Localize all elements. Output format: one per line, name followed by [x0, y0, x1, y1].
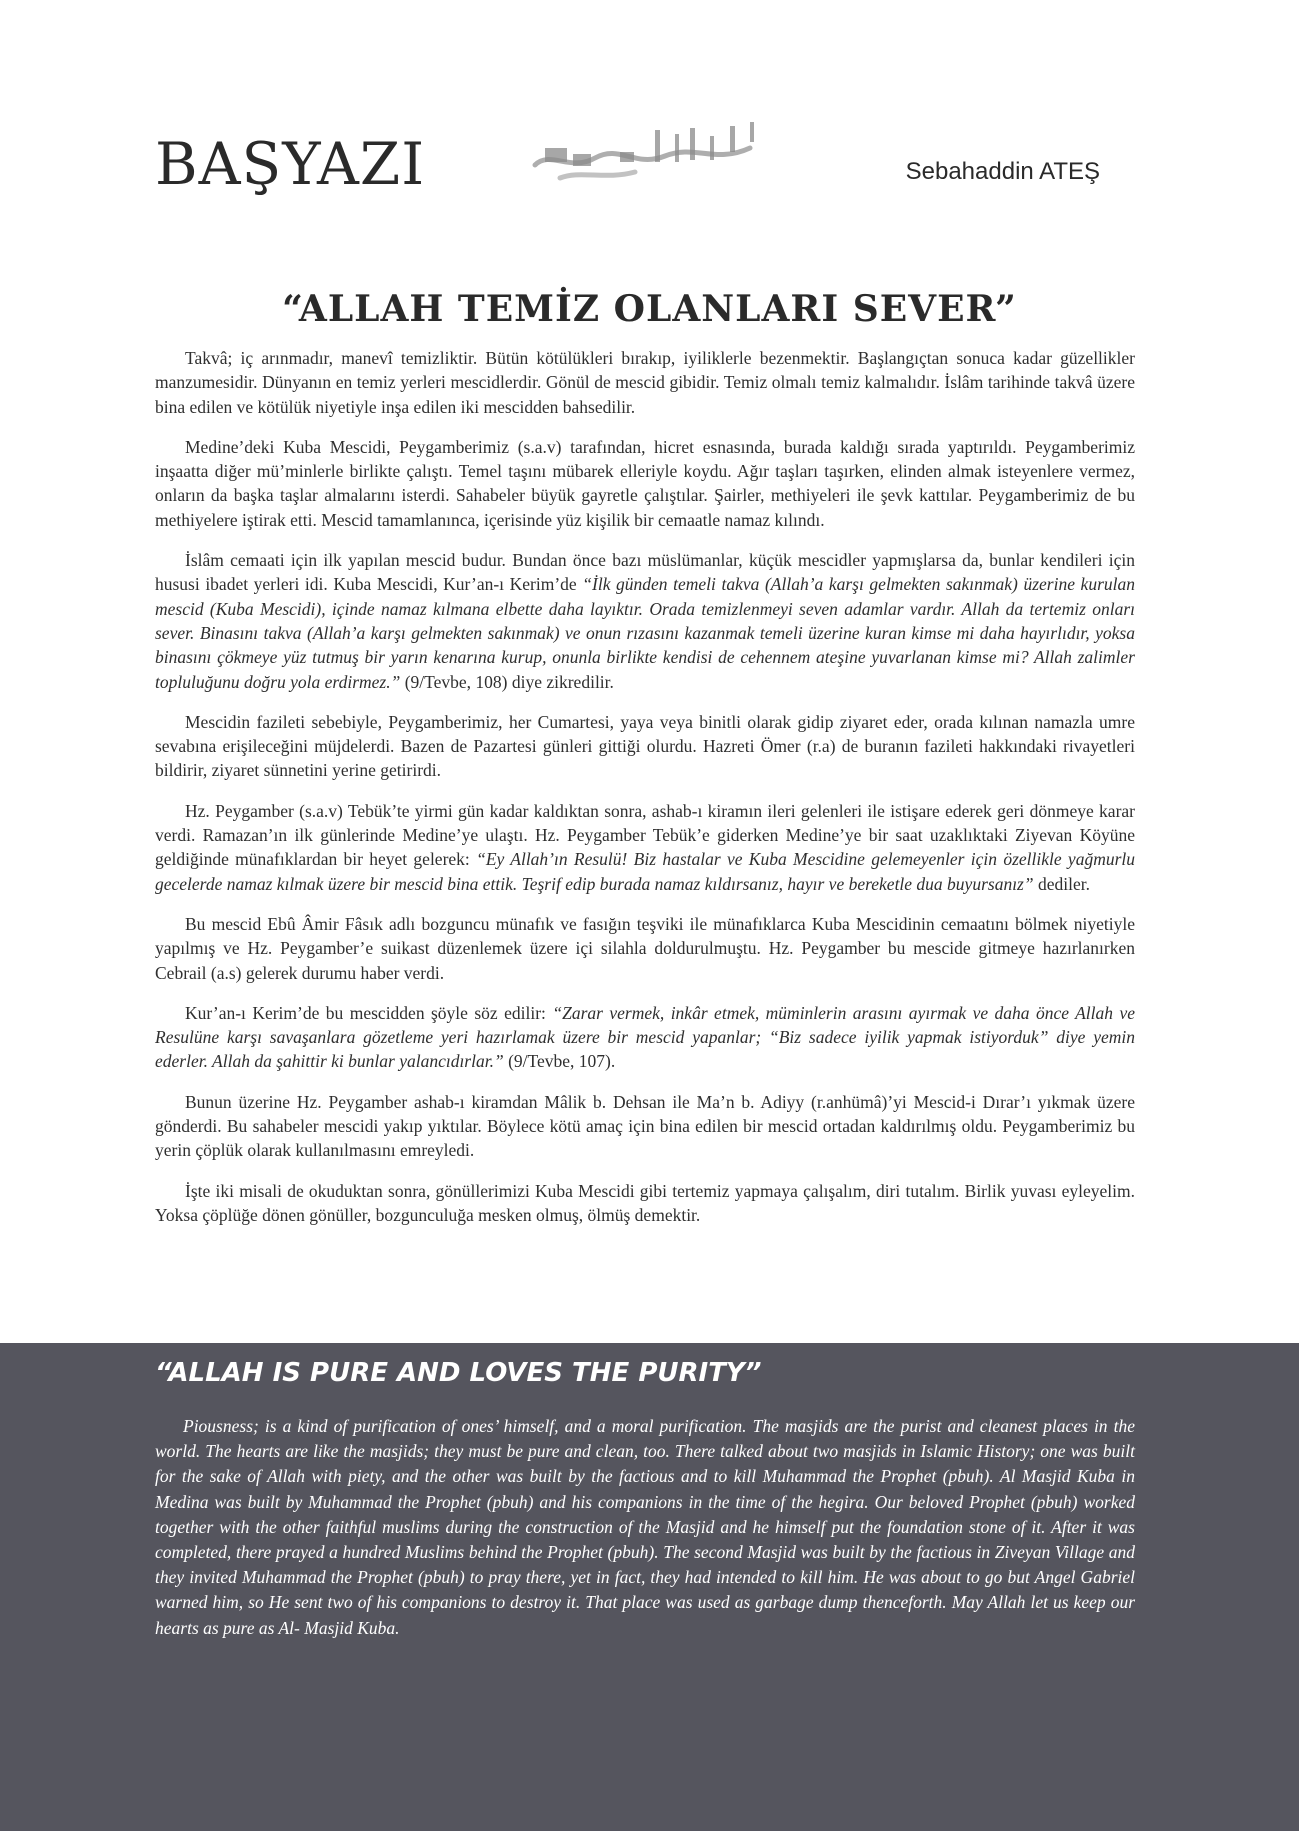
english-summary-text: Piousness; is a kind of purification of ones’ himself, and a moral purification. The masjids are the purist and cleanest places in the world. The hearts are like the masjids; they must be pure and clean, too. There talked about two masjids in Islamic History; one was built for the sake of Allah with piety, and the other was built by the factious and to kill Muhammad the Prophet (pbuh). Al Masjid Kuba in Medina was built by Muhammad the Prophet (pbuh) and his companions in the time of the hegira. Our beloved Prophet (pbuh) worked together with the other faithful muslims during the construction of the Masjid and he himself put the foundation stone of it. After it was completed, there prayed a hundred Muslims behind the Prophet (pbuh). The second Masjid was built by the factious in Ziveyan Village and they invited Muhammad the Prophet (pbuh) to pray there, yet in fact, they had intended to kill him. He was about to go but Angel Gabriel warned him, so He sent two of his companions to destroy it. That place was used as garbage dump thenceforth. May Allah let us keep our hearts as pure as Al- Masjid Kuba.: [155, 1416, 1135, 1638]
article-paragraph: [155, 346, 1135, 419]
paragraph-text: İslâm cemaati için ilk yapılan mescid budur. Bundan önce bazı müslümanlar, küçük mescidler yapmışlarsa da, bunlar kendileri için hususi ibadet yerleri idi. Kuba Mescidi, Kur’an-ı Kerim’de: [155, 550, 1135, 595]
paragraph-text: Mescidin fazileti sebebiyle, Peygamberimiz, her Cumartesi, yaya veya binitli olarak gidip ziyaret eder, orada kılınan namazla umre sevabına erişileceğini müjdelerdi. Bazen de Pazartesi günleri gittiği olurdu. Hazreti Ömer (r.a) de buranın fazileti hakkındaki rivayetleri bildirir, ziyaret sünnetini yerine getirirdi.: [155, 711, 1135, 781]
paragraph-text: dediler.: [1033, 873, 1090, 894]
article-paragraph: [155, 1001, 1135, 1074]
english-summary-title: “ALLAH IS PURE AND LOVES THE PURITY”: [155, 1358, 762, 1388]
page-header: [155, 120, 1100, 210]
paragraph-text: Takvâ; iç arınmadır, manevî temizliktir. Bütün kötülükleri bırakıp, iyiliklerle bezenmektir. Başlangıçtan sonuca kadar güzellikler manzumesidir. Dünyanın en temiz yerleri mescidlerdir. Gönül de mescid gibidir. Temiz olmalı temiz kalmalıdır. İslâm tarihinde takvâ üzere bina edilen ve kötülük niyetiyle inşa edilen iki mescidden bahsedilir.: [155, 348, 1135, 417]
paragraph-text: Medine’deki Kuba Mescidi, Peygamberimiz (s.a.v) tarafından, hicret esnasında, burada kaldığı sırada yaptırıldı. Peygamberimiz inşaatta diğer mü’minlerle birlikte çalıştı. Temel taşını mübarek elleriyle koydu. Ağır taşları taşırken, elinden almak isteyenlere vermez, onların da başka taşlar almalarını isterdi. Sahabeler büyük gayretle çalıştılar. Şairler, methiyeleri ile şevk kattılar. Peygamberimiz de bu methiyelere iştirak etti. Mescid tamamlanınca, içerisinde yüz kişilik bir cemaatle namaz kılındı.: [155, 436, 1135, 530]
article-paragraph: [155, 1090, 1135, 1163]
paragraph-text: (9/Tevbe, 107).: [503, 1051, 616, 1072]
paragraph-text: Bunun üzerine Hz. Peygamber ashab-ı kiramdan Mâlik b. Dehsan ile Ma’n b. Adiyy (r.anhümâ)’yi Mescid-i Dırar’ı yıkmak üzere gönderdi. Bu sahabeler mescidi yakıp yıktılar. Böylece kötü amaç için bina edilen bir mescid ortadan kaldırılmış oldu. Peygamberimiz bu yerin çöplük olarak kullanılmasını emreyledi.: [155, 1091, 1135, 1161]
paragraph-text: İşte iki misali de okuduktan sonra, gönüllerimizi Kuba Mescidi gibi tertemiz yapmaya çalışalım, diri tutalım. Birlik yuvası eyleyelim. Yoksa çöplüğe dönen gönüller, bozgunculuğa mesken olmuş, ölmüş demektir.: [155, 1180, 1135, 1225]
paragraph-text: (9/Tevbe, 108) diye zikredilir.: [400, 671, 614, 692]
quoted-verse: “Ey Allah’ın Resulü! Biz hastalar ve Kuba Mescidine gelemeyenler için özellikle yağmurlu gecelerde namaz kılmak üzere bir mescid bina ettik. Teşrif edip burada namaz kıldırsanız, hayır ve bereketle dua buyursanız”: [155, 849, 1136, 894]
article-paragraph: [155, 435, 1135, 532]
article-paragraph: [155, 799, 1135, 896]
paragraph-text: Hz. Peygamber (s.a.v) Tebük’te yirmi gün kadar kaldıktan sonra, ashab-ı kiramın ileri gelenleri ile istişare ederek geri dönmeye karar verdi. Ramazan’ın ilk günlerinde Medine’ye ulaştı. Hz. Peygamber Tebük’e giderken Medine’ye bir saat uzaklıktaki Ziyevan Köyüne geldiğinde münafıklardan bir heyet gelerek:: [155, 800, 1135, 870]
article-paragraph: [155, 548, 1135, 694]
basmala-calligraphy-icon: [525, 120, 765, 190]
paragraph-text: Kur’an-ı Kerim’de bu mescidden şöyle söz edilir:: [185, 1002, 553, 1023]
author-name: Sebahaddin ATEŞ: [905, 158, 1100, 185]
section-title: BAŞYAZI: [155, 130, 426, 198]
paragraph-text: Bu mescid Ebû Âmir Fâsık adlı bozguncu münafık ve fasığın teşviki ile münafıklarca Kuba Mescidinin cemaatını bölmek niyetiyle yapılmış ve Hz. Peygamber’e suikast düzenlemek üzere içi silahla doldurulmuştu. Hz. Peygamber bu mescide gitmeye hazırlanırken Cebrail (a.s) gelerek durumu haber verdi.: [155, 913, 1135, 983]
quoted-verse: “Zarar vermek, inkâr etmek, müminlerin arasını ayırmak ve daha önce Allah ve Resulüne karşı savaşanlara gözetleme yeri hazırlamak üzere bir mescid yapanlar; “Biz sadece iyilik yapmak istiyorduk” diye yemin ederler. Allah da şahittir ki bunlar yalancıdırlar.”: [155, 1002, 1135, 1072]
article-paragraph: [155, 912, 1135, 985]
article-paragraph: [155, 1179, 1135, 1228]
quoted-verse: “İlk günden temeli takva (Allah’a karşı gelmekten sakınmak) üzerine kurulan mescid (Kuba Mescidi), içinde namaz kılmana elbette daha layıktır. Orada temizlenmeyi seven adamlar vardır. Allah da tertemiz onları sever. Binasını takva (Allah’a karşı gelmekten sakınmak) ve onun rızasını kazanmak temeli üzerine kuran kimse mi daha hayırlıdır, yoksa binasını çökmeye yüz tutmuş bir yarın kenarına kurup, onunla birlikte kendisi de cehennem ateşine yuvarlanan kimse mi? Allah zalimler topluluğunu doğru yola erdirmez.”: [155, 574, 1135, 692]
article-title: “ALLAH TEMİZ OLANLARI SEVER”: [282, 288, 1017, 330]
article-body: [155, 346, 1135, 1243]
article-paragraph: [155, 710, 1135, 783]
